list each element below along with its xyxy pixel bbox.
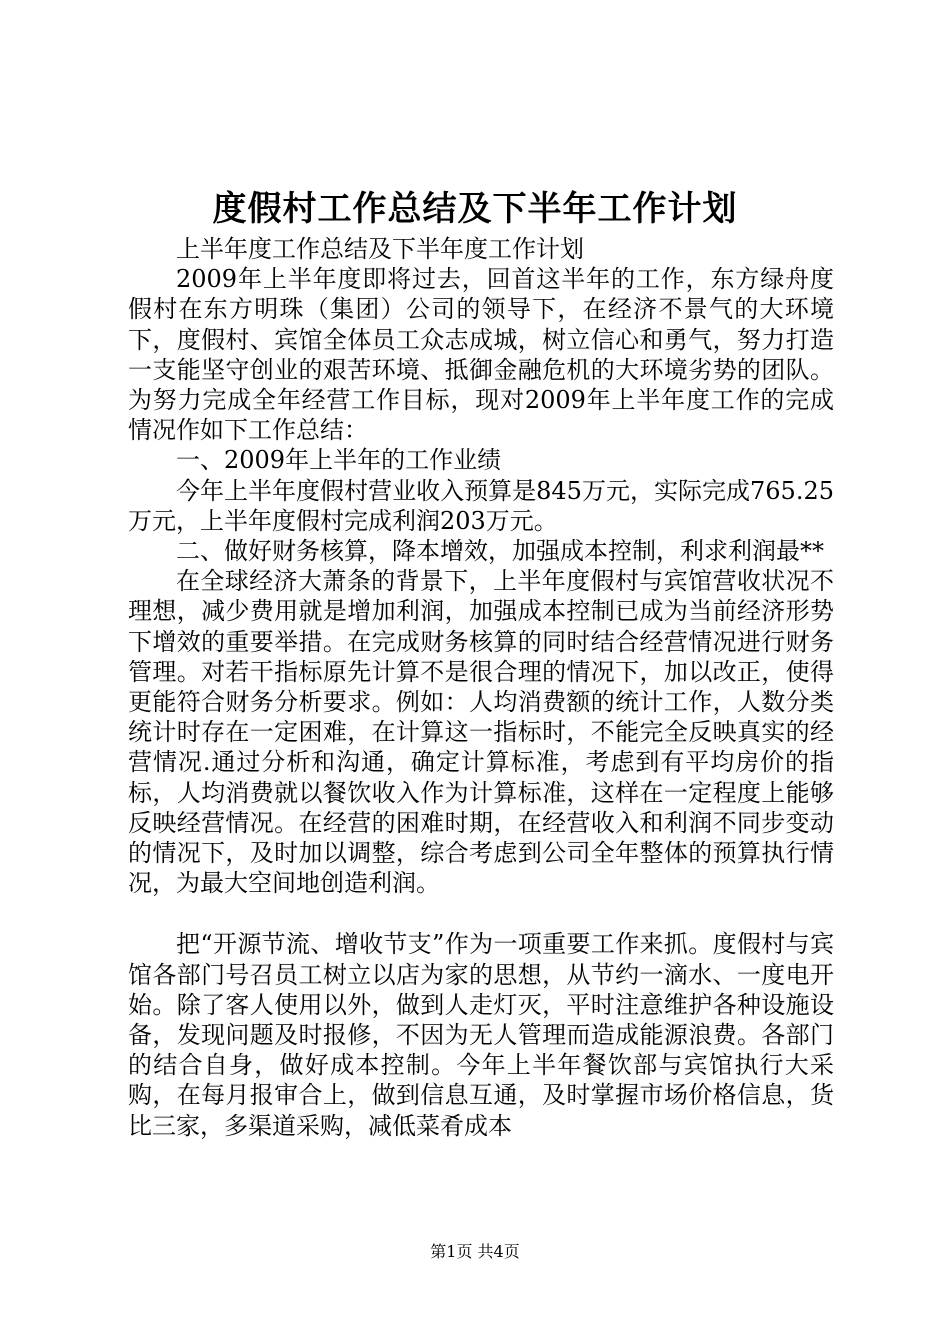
section-heading-1: 一、2009年上半年的工作业绩: [176, 446, 502, 475]
intro-paragraph: 2009年上半年度即将过去，回首这半年的工作，东方绿舟度假村在东方明珠（集团）公司的领导下，在经济不景气的大环境下，度假村、宾馆全体员工众志成城，树立信心和勇气，努力打造一支能坚守创业的艰苦环境、抵御金融危机的大环境劣势的团队。为努力完成全年经营工作目标，现对2009年上半年度工作的完成情况作如下工作总结：: [128, 265, 834, 445]
saving-paragraph: 把“开源节流、增收节支”作为一项重要工作来抓。度假村与宾馆各部门号召员工树立以店为家的思想，从节约一滴水、一度电开始。除了客人使用以外，做到人走灯灭，平时注意维护各种设施设备，发现问题及时报修，不因为无人管理而造成能源浪费。各部门的结合自身，做好成本控制。今年上半年餐饮部与宾馆执行大采购，在每月报审合上，做到信息互通，及时掌握市场价格信息，货比三家，多渠道采购，减低菜肴成本: [128, 930, 834, 1140]
document-body: [128, 234, 834, 1141]
performance-paragraph: 今年上半年度假村营业收入预算是845万元，实际完成765.25万元，上半年度假村完成利润203万元。: [128, 476, 834, 535]
cost-control-paragraph: 在全球经济大萧条的背景下，上半年度假村与宾馆营收状况不理想，减少费用就是增加利润，加强成本控制已成为当前经济形势下增效的重要举措。在完成财务核算的同时结合经营情况进行财务管理。对若干指标原先计算不是很合理的情况下，加以改正，使得更能符合财务分析要求。例如：人均消费额的统计工作，人数分类统计时存在一定困难，在计算这一指标时，不能完全反映真实的经营情况.通过分析和沟通，确定计算标准，考虑到有平均房价的指标，人均消费就以餐饮收入作为计算标准，这样在一定程度上能够反映经营情况。在经营的困难时期，在经营收入和利润不同步变动的情况下，及时加以调整，综合考虑到公司全年整体的预算执行情况，为最大空间地创造利润。: [128, 567, 834, 898]
page-indicator: 第1页 共4页: [430, 1242, 520, 1261]
section-heading-2: 二、做好财务核算，降本增效，加强成本控制，利求利润最**: [176, 537, 824, 566]
document-title: 度假村工作总结及下半年工作计划: [212, 189, 738, 229]
subtitle-paragraph: 上半年度工作总结及下半年度工作计划: [176, 235, 584, 263]
